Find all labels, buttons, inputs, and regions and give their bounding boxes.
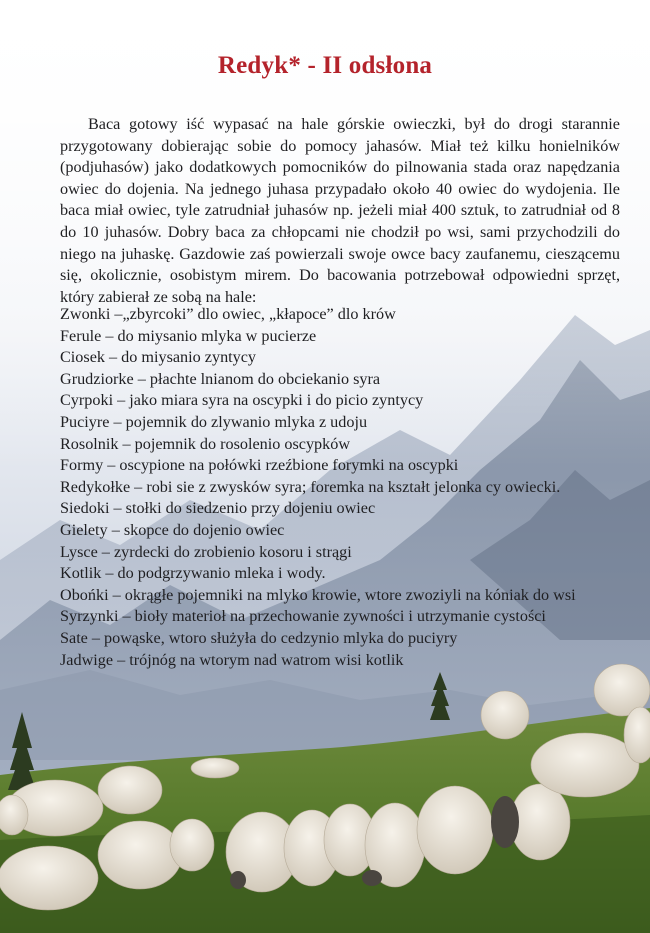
list-item: Siedoki – stołki do siedzenio przy dojeniu owiec (60, 499, 376, 518)
list-item: Grudziorke – płachte lnianom do obciekanio syra (60, 369, 381, 388)
list-item: Jadwige – trójnóg na wtorym nad watrom wisi kotlik (60, 650, 404, 669)
list-item: Redykołke – robi sie z zwysków syra; foremka na kształt jelonka cy owiecki. (60, 477, 561, 496)
equipment-list (60, 304, 635, 671)
list-item: Ferule – do miysanio mlyka w pucierze (60, 326, 317, 345)
list-item: Zwonki –„zbyrcoki” dlo owiec, „kłapoce” dlo krów (60, 305, 396, 323)
list-item: Cyrpoki – jako miara syra na oscypki i do picio zyntycy (60, 391, 424, 410)
list-item: Puciyre – pojemnik do zlywanio mlyka z udoju (60, 412, 368, 431)
list-item: Kotlik – do podgrzywanio mleka i wody. (60, 564, 326, 583)
page-title: Redyk* - II odsłona (217, 52, 433, 79)
intro-paragraph: Baca gotowy iść wypasać na hale górskie owieczki, był do drogi starannie przygotowany dobierając sobie do pomocy jahasów. Miał też kilku honielników (podjuhasów) jako dodatkowych pomocników do pilnowania stada oraz napędzania owiec do dojenia. Na jednego juhasa przypadało około 40 owiec do wydojenia. Ile baca miał owiec, tyle zatrudniał juhasów np. jeżeli miał 400 sztuk, to zatrudniał od 8 do 10 juhasów. Dobry baca za chłopcami nie chodził po wsi, sami przychodzili do niego na juhaskę. Gazdowie zaś powierzali swoje owce bacy zaufanemu, cieszącemu się, okolicznie, osobistym mirem. Do bacowania potrzebował odpowiedni sprzęt, który zabierał ze sobą na hale: (60, 115, 620, 306)
list-item: Ciosek – do miysanio zyntycy (60, 348, 257, 367)
list-item: Obońki – okrągłe pojemniki na mlyko krowie, wtore zwoziyli na kóniak do wsi (60, 585, 576, 604)
list-item: Rosolnik – pojemnik do rosolenio oscypków (60, 434, 351, 453)
list-item: Formy – oscypione na połówki rzeźbione forymki na oscypki (60, 456, 459, 475)
list-item: Sate – powąske, wtoro służyła do cedzynio mlyka do puciyry (60, 628, 458, 647)
list-item: Gielety – skopce do dojenio owiec (60, 520, 285, 539)
list-item: Syrzynki – bioły materioł na przechowanie zywności i utrzymanie cystości (60, 607, 546, 626)
list-item: Lysce – zyrdecki do zrobienio kosoru i strągi (60, 542, 352, 561)
